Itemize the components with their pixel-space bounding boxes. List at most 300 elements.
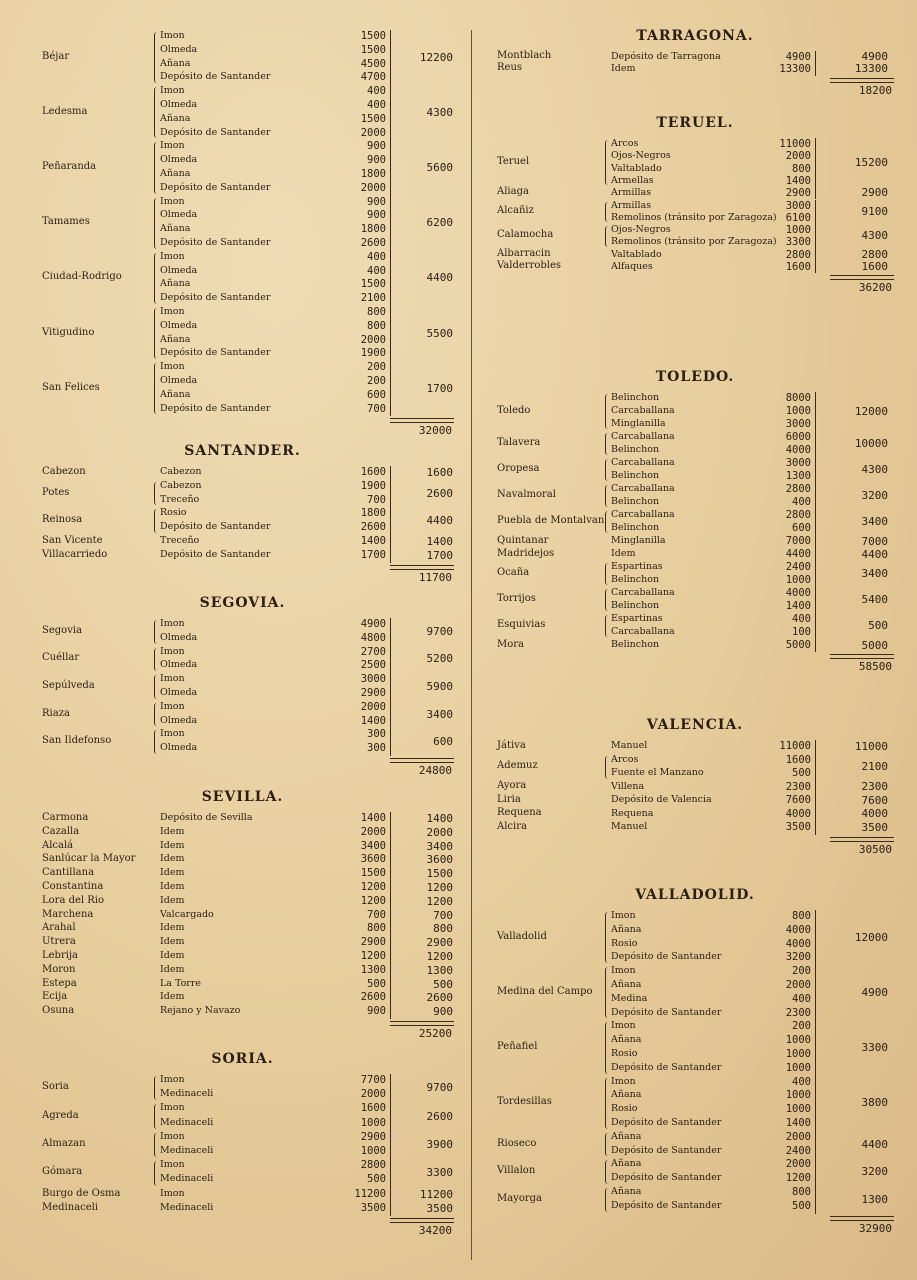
place-name: Rioseco (497, 1137, 537, 1149)
amount-rule (390, 701, 391, 729)
amount: 200 (792, 965, 811, 978)
amount: 400 (367, 99, 386, 111)
place-name: Requena (497, 807, 542, 819)
source-name: Olmeda (160, 714, 198, 726)
source-name: Depósito de Valencia (611, 794, 712, 805)
entry-total: 1300 (426, 963, 453, 977)
amount: 400 (367, 85, 386, 98)
amount: 1000 (785, 405, 811, 417)
entry-total: 5200 (426, 652, 453, 666)
section-total: 34200 (418, 1224, 452, 1237)
source-name: Olmeda (160, 264, 198, 276)
place-name: Quintanar (497, 534, 549, 546)
amount-rule (390, 826, 391, 840)
section-total: 11700 (418, 570, 452, 584)
amount: 3000 (785, 418, 811, 430)
amount-rule (815, 1158, 816, 1186)
place-name: Sanlúcar la Mayor (42, 853, 136, 865)
amount: 13300 (779, 63, 811, 76)
amount-rule (390, 30, 391, 85)
source-name: Alfaques (611, 261, 653, 272)
source-name: Carcaballana (611, 626, 675, 637)
source-name: Rejano y Navazo (160, 1005, 241, 1017)
source-name: Añana (611, 1130, 642, 1142)
amount: 2000 (360, 700, 386, 713)
amount-rule (390, 895, 391, 909)
amount-rule (390, 466, 391, 480)
entry-total: 1700 (426, 548, 453, 562)
amount-rule (815, 457, 816, 483)
section-title: SEGOVIA. (199, 595, 286, 611)
source-name: Espartinas (611, 561, 663, 572)
source-name: Añana (611, 1034, 642, 1046)
amount: 2400 (785, 561, 811, 573)
section-total: 24800 (418, 764, 452, 777)
amount: 4700 (360, 71, 386, 84)
amount: 400 (367, 264, 386, 277)
entry-total: 3200 (861, 489, 888, 502)
source-name: Añana (160, 57, 191, 69)
amount: 3500 (360, 1201, 386, 1214)
amount-rule (815, 808, 816, 822)
source-name: Depósito de Santander (160, 521, 271, 533)
source-name: Depósito de Santander (611, 1172, 722, 1184)
amount: 2900 (360, 687, 386, 699)
source-name: Armellas (611, 174, 654, 186)
amount-rule (815, 821, 816, 835)
source-name: Minglanilla (611, 418, 666, 429)
entry-total: 3600 (426, 853, 453, 867)
source-name: Valcargado (160, 908, 214, 920)
source-name: Añana (611, 1158, 642, 1170)
amount-rule (390, 618, 391, 646)
amount: 400 (792, 496, 811, 508)
amount-rule (390, 1159, 391, 1187)
place-name: Béjar (42, 50, 70, 62)
entry-total: 9700 (426, 1081, 453, 1095)
source-name: Depósito de Santander (611, 1117, 722, 1128)
amount: 2600 (360, 991, 386, 1004)
amount: 1200 (785, 1172, 811, 1185)
source-name: La Torre (160, 977, 202, 989)
place-name: Toledo (497, 404, 531, 416)
amount-rule (390, 85, 391, 140)
amount: 2000 (360, 1088, 386, 1101)
source-name: Imon (160, 1102, 185, 1114)
place-name: Estepa (42, 977, 77, 989)
place-name: Montblach (497, 50, 552, 62)
source-name: Belinchon (611, 496, 660, 507)
section-total: 25200 (418, 1027, 452, 1040)
place-name: Constantina (42, 880, 104, 892)
amount-rule (815, 224, 816, 249)
amount: 1600 (360, 1102, 386, 1115)
entry-total: 500 (868, 619, 888, 632)
amount: 800 (367, 922, 386, 935)
amount-rule (815, 754, 816, 781)
amount: 11000 (779, 740, 811, 752)
source-name: Añana (611, 979, 642, 990)
section-title: VALENCIA. (646, 717, 744, 733)
entry-total: 1600 (861, 260, 888, 274)
amount: 1400 (360, 812, 386, 824)
amount: 400 (792, 613, 811, 625)
source-name: Idem (160, 853, 185, 865)
source-name: Idem (160, 867, 185, 879)
amount: 2000 (360, 825, 386, 838)
amount: 2000 (785, 150, 811, 163)
source-name: Belinchon (611, 639, 660, 650)
amount: 1000 (360, 1116, 386, 1129)
source-name: Imon (160, 85, 185, 97)
source-name: Cabezon (160, 466, 202, 477)
source-name: Medinaceli (160, 1088, 214, 1100)
amount-rule (390, 964, 391, 978)
source-name: Medina (611, 992, 648, 1004)
amount: 900 (367, 140, 386, 153)
entry-total: 3400 (861, 515, 888, 528)
place-name: Ademuz (497, 760, 538, 771)
entry-total: 3400 (426, 839, 453, 853)
amount: 200 (367, 361, 386, 374)
amount: 4400 (785, 548, 811, 560)
section-title: TOLEDO. (655, 369, 735, 385)
amount-rule (390, 646, 391, 674)
amount: 1700 (360, 548, 386, 561)
amount: 600 (792, 522, 811, 534)
amount: 2700 (360, 645, 386, 658)
amount: 900 (367, 154, 386, 167)
place-name: Arahal (42, 922, 76, 934)
amount: 1800 (360, 507, 386, 520)
amount-rule (815, 535, 816, 548)
source-name: Imon (160, 728, 185, 740)
amount-rule (390, 909, 391, 923)
amount-rule (815, 200, 816, 225)
amount-rule (390, 535, 391, 549)
place-name: Valderrobles (497, 260, 562, 272)
amount: 900 (367, 195, 386, 208)
entry-total: 2600 (426, 1109, 453, 1123)
source-name: Fuente el Manzano (611, 767, 704, 778)
entry-total: 4400 (861, 1137, 888, 1151)
amount: 1000 (785, 1089, 811, 1102)
source-name: Ojos-Negros (611, 150, 671, 162)
place-name: Riaza (42, 707, 70, 719)
amount: 2400 (785, 1144, 811, 1157)
place-name: Mayorga (497, 1192, 543, 1204)
amount-rule (815, 1076, 816, 1131)
source-name: Manuel (611, 740, 648, 751)
place-name: San Felices (42, 381, 100, 393)
amount: 1300 (360, 963, 386, 976)
place-name: Játiva (497, 739, 526, 751)
source-name: Idem (611, 548, 636, 559)
total-rule (390, 758, 454, 763)
source-name: Valtablado (611, 248, 662, 260)
place-name: Carmona (42, 811, 89, 823)
amount-rule (390, 1131, 391, 1159)
amount-rule (815, 431, 816, 457)
source-name: Depósito de Santander (160, 71, 271, 83)
place-name: Osuna (42, 1005, 75, 1017)
amount-rule (815, 740, 816, 754)
source-name: Depósito de Santander (611, 1144, 722, 1156)
amount-rule (390, 673, 391, 701)
source-name: Añana (611, 1186, 642, 1197)
entry-total: 3800 (861, 1096, 888, 1110)
source-name: Depósito de Tarragona (611, 51, 721, 62)
amount: 600 (367, 388, 386, 401)
amount: 7600 (785, 794, 811, 806)
source-name: Depósito de Santander (160, 126, 271, 138)
place-name: Medinaceli (42, 1201, 99, 1213)
amount-rule (815, 1131, 816, 1159)
source-name: Imon (611, 910, 636, 921)
place-name: Calamocha (497, 229, 554, 241)
place-name: Ocaña (497, 567, 530, 578)
source-name: Añana (160, 388, 191, 400)
amount: 800 (792, 910, 811, 922)
source-name: Idem (160, 963, 185, 975)
place-name: Tamames (42, 216, 90, 228)
amount-rule (390, 1005, 391, 1019)
amount: 300 (367, 742, 386, 755)
amount-rule (390, 549, 391, 563)
entry-total: 3900 (426, 1138, 453, 1151)
entry-total: 3300 (426, 1166, 453, 1180)
amount: 2000 (785, 1130, 811, 1143)
place-name: Vitigudino (42, 326, 95, 338)
amount: 8000 (785, 392, 811, 404)
source-name: Manuel (611, 821, 648, 832)
amount: 2800 (785, 509, 811, 521)
entry-total: 2000 (426, 825, 453, 839)
entry-total: 12000 (854, 930, 888, 944)
place-name: Ledesma (42, 105, 88, 117)
place-name: Madridejos (497, 547, 555, 559)
place-name: Almazan (42, 1138, 86, 1149)
source-name: Depósito de Santander (160, 237, 271, 248)
source-name: Espartinas (611, 613, 663, 624)
amount-rule (390, 812, 391, 826)
entry-total: 11000 (854, 739, 888, 753)
amount-rule (815, 639, 816, 652)
source-name: Carcaballana (611, 405, 675, 416)
place-name: San Ildefonso (42, 735, 112, 747)
source-name: Medinaceli (160, 1116, 214, 1128)
amount-rule (815, 587, 816, 613)
amount: 700 (367, 908, 386, 921)
amount-rule (815, 187, 816, 199)
entry-total: 4400 (426, 514, 453, 528)
amount: 4000 (785, 807, 811, 820)
amount: 6000 (785, 431, 811, 443)
source-name: Idem (160, 922, 185, 934)
entry-total: 5400 (861, 593, 888, 606)
total-rule (390, 1218, 454, 1223)
source-name: Arcos (611, 753, 639, 765)
place-name: Medina del Campo (497, 985, 593, 997)
entry-total: 5500 (426, 326, 453, 340)
amount: 1400 (360, 535, 386, 547)
place-name: Cabezon (42, 465, 86, 477)
place-name: Ciudad-Rodrigo (42, 271, 122, 283)
entry-total: 3500 (861, 820, 888, 834)
entry-total: 2800 (861, 247, 888, 261)
source-name: Imon (160, 140, 185, 152)
entry-total: 3200 (861, 1165, 888, 1179)
source-name: Añana (160, 278, 191, 290)
entry-total: 700 (433, 908, 453, 922)
amount: 7700 (360, 1074, 386, 1086)
amount: 2000 (785, 1158, 811, 1171)
entry-total: 5900 (426, 680, 453, 693)
amount-rule (815, 794, 816, 808)
source-name: Olmeda (160, 319, 198, 331)
place-name: Peñaranda (42, 161, 97, 172)
entry-total: 4300 (861, 463, 888, 476)
amount: 4900 (360, 618, 386, 630)
source-name: Armillas (611, 187, 652, 199)
source-name: Carcaballana (611, 483, 675, 494)
place-name: Burgo de Osma (42, 1187, 121, 1199)
amount-rule (815, 613, 816, 639)
source-name: Imon (160, 306, 185, 317)
place-name: Cazalla (42, 825, 80, 837)
amount: 3000 (785, 199, 811, 212)
amount-rule (390, 251, 391, 306)
amount-rule (390, 1074, 391, 1102)
amount: 3000 (360, 673, 386, 686)
total-rule (390, 565, 454, 570)
amount-rule (815, 1186, 816, 1214)
amount: 1500 (360, 278, 386, 291)
place-name: Tordesillas (497, 1096, 552, 1108)
source-name: Imon (160, 645, 185, 657)
place-name: Utrera (42, 936, 76, 948)
source-name: Depósito de Santander (160, 292, 271, 304)
amount: 1200 (360, 894, 386, 907)
amount-rule (815, 509, 816, 535)
amount: 1000 (785, 574, 811, 586)
entry-total: 2100 (861, 760, 888, 773)
amount-rule (390, 1188, 391, 1202)
amount: 2900 (785, 187, 811, 200)
section-title: SORIA. (211, 1051, 274, 1067)
place-name: Lora del Rio (42, 894, 105, 906)
source-name: Imon (160, 1187, 185, 1199)
source-name: Rosio (160, 507, 187, 519)
amount: 1600 (360, 466, 386, 478)
place-name: Teruel (497, 155, 530, 167)
amount: 2800 (360, 1159, 386, 1172)
amount: 1400 (785, 600, 811, 612)
amount: 2900 (360, 936, 386, 949)
amount: 3300 (785, 236, 811, 249)
amount-rule (390, 306, 391, 361)
amount: 200 (367, 375, 386, 387)
amount: 2000 (785, 979, 811, 991)
place-name: Valladolid (497, 930, 547, 942)
entry-total: 4300 (861, 229, 888, 243)
amount: 500 (792, 1199, 811, 1212)
place-name: Villacarriedo (42, 548, 108, 560)
source-name: Depósito de Santander (160, 347, 271, 359)
entry-total: 4900 (861, 985, 888, 999)
place-name: Potes (42, 486, 70, 498)
amount: 500 (792, 767, 811, 779)
source-name: Idem (160, 839, 185, 851)
source-name: Añana (160, 112, 191, 124)
entry-total: 4300 (426, 105, 453, 119)
amount: 7000 (785, 535, 811, 547)
amount: 6100 (785, 211, 811, 224)
amount: 1400 (785, 174, 811, 187)
section-total: 32000 (418, 424, 452, 438)
amount-rule (815, 548, 816, 561)
place-name: Aliaga (497, 186, 529, 198)
source-name: Imon (611, 965, 636, 977)
amount-rule (390, 1102, 391, 1130)
source-name: Belinchon (611, 444, 660, 455)
place-name: Alcañiz (497, 204, 534, 216)
amount: 800 (792, 1186, 811, 1198)
entry-total: 15200 (854, 155, 888, 169)
source-name: Depósito de Santander (160, 181, 271, 193)
amount: 500 (367, 977, 386, 990)
section-total: 58500 (858, 660, 892, 673)
amount-rule (390, 867, 391, 881)
amount: 1200 (360, 950, 386, 962)
amount-rule (815, 63, 816, 75)
source-name: Depósito de Sevilla (160, 812, 253, 823)
amount-rule (815, 51, 816, 63)
amount: 5000 (785, 639, 811, 651)
source-name: Olmeda (160, 375, 198, 386)
amount: 1000 (785, 1048, 811, 1060)
amount: 2000 (360, 126, 386, 139)
amount: 2900 (360, 1130, 386, 1143)
entry-total: 2900 (861, 186, 888, 200)
place-name: Puebla de Montalvan (497, 515, 605, 526)
entry-total: 11200 (419, 1187, 453, 1201)
place-name: Reinosa (42, 514, 83, 526)
amount: 700 (367, 402, 386, 415)
source-name: Añana (160, 333, 191, 345)
place-name: Segovia (42, 624, 82, 636)
amount: 800 (367, 306, 386, 318)
section-total: 18200 (858, 83, 892, 97)
amount-rule (815, 781, 816, 795)
amount: 700 (367, 493, 386, 506)
source-name: Belinchon (611, 392, 660, 403)
place-name: Talavera (497, 437, 541, 448)
amount: 900 (367, 209, 386, 222)
total-rule (830, 1216, 894, 1221)
section-total: 30500 (858, 842, 892, 856)
amount: 1900 (360, 479, 386, 492)
amount: 11200 (354, 1187, 386, 1200)
source-name: Idem (160, 991, 185, 1003)
entry-total: 2300 (861, 780, 888, 794)
entry-total: 4400 (861, 547, 888, 561)
amount: 3200 (785, 951, 811, 964)
source-name: Olmeda (160, 659, 198, 671)
source-name: Carcaballana (611, 431, 675, 442)
amount: 1900 (360, 347, 386, 360)
source-name: Medinaceli (160, 1201, 214, 1213)
